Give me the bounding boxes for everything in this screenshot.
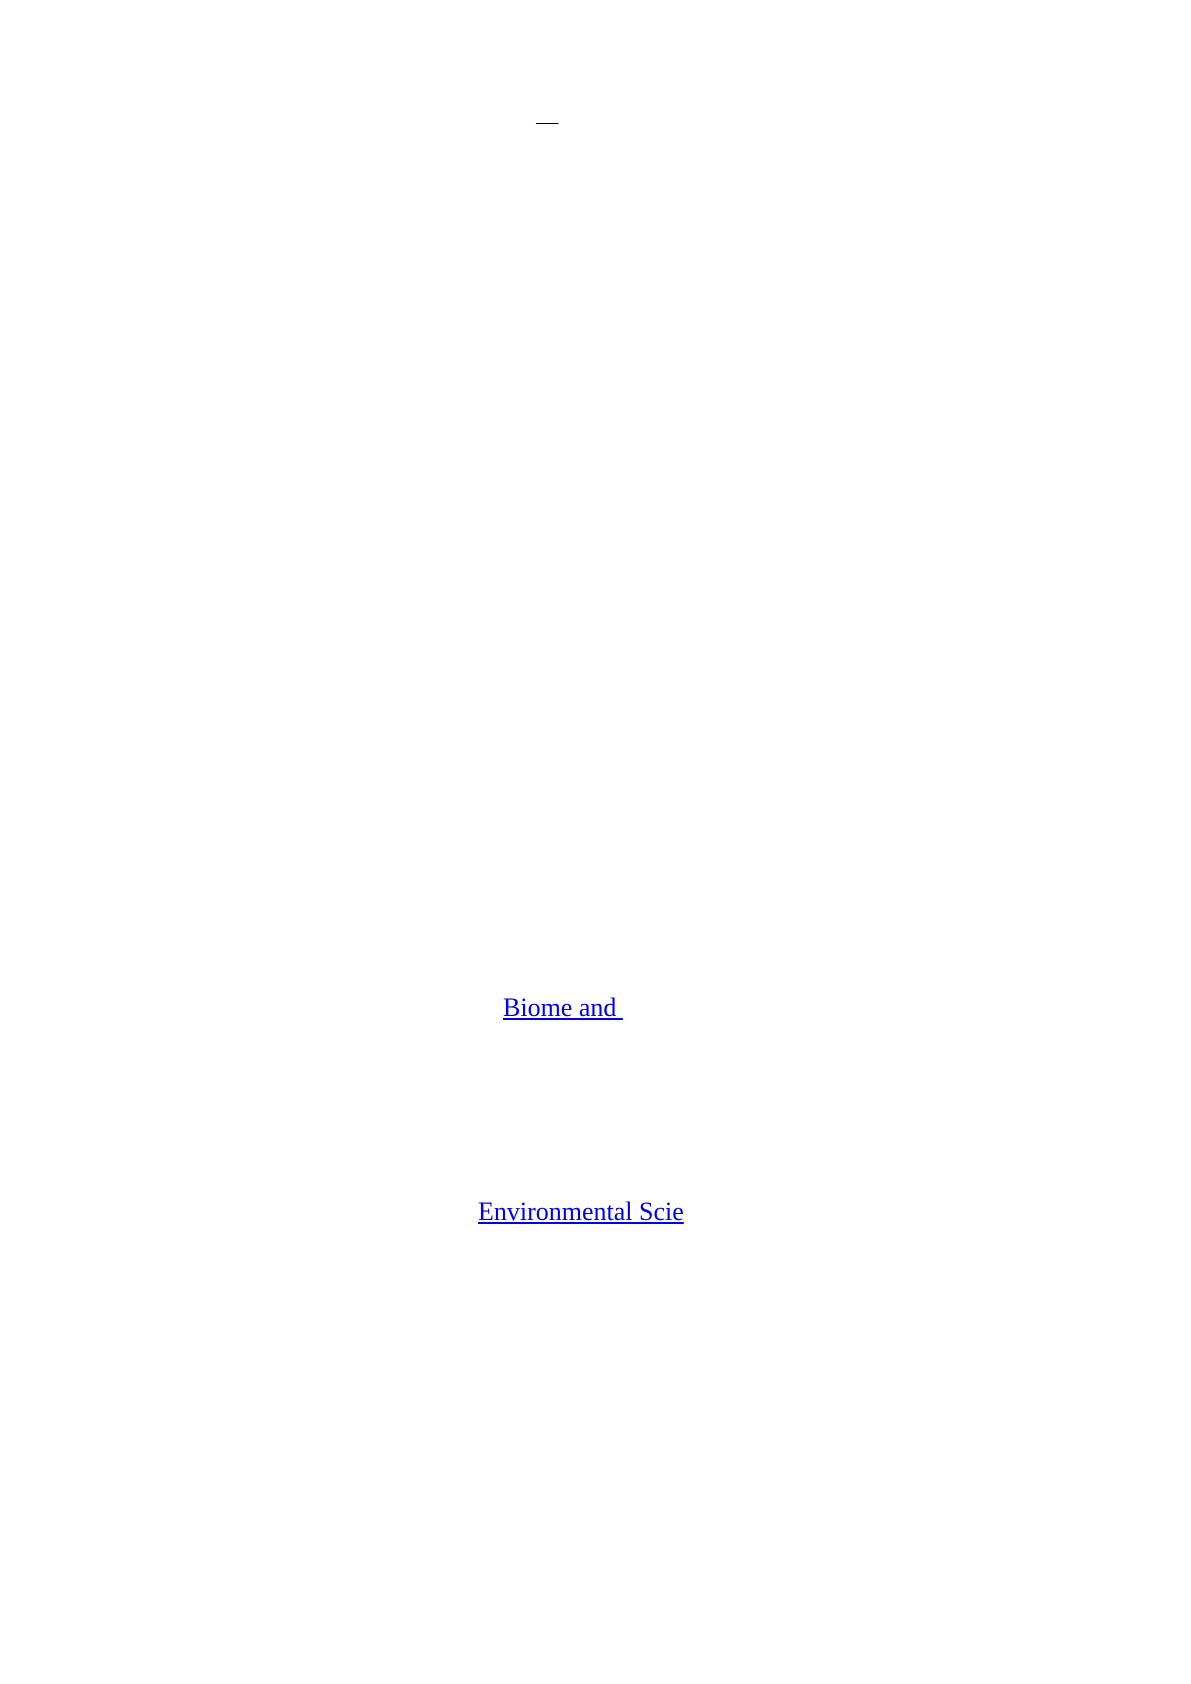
- link-biome-and[interactable]: Biome and: [503, 993, 623, 1022]
- link-environmental-scie[interactable]: Environmental Scie: [478, 1197, 684, 1226]
- top-underscore-mark: ___: [536, 110, 559, 125]
